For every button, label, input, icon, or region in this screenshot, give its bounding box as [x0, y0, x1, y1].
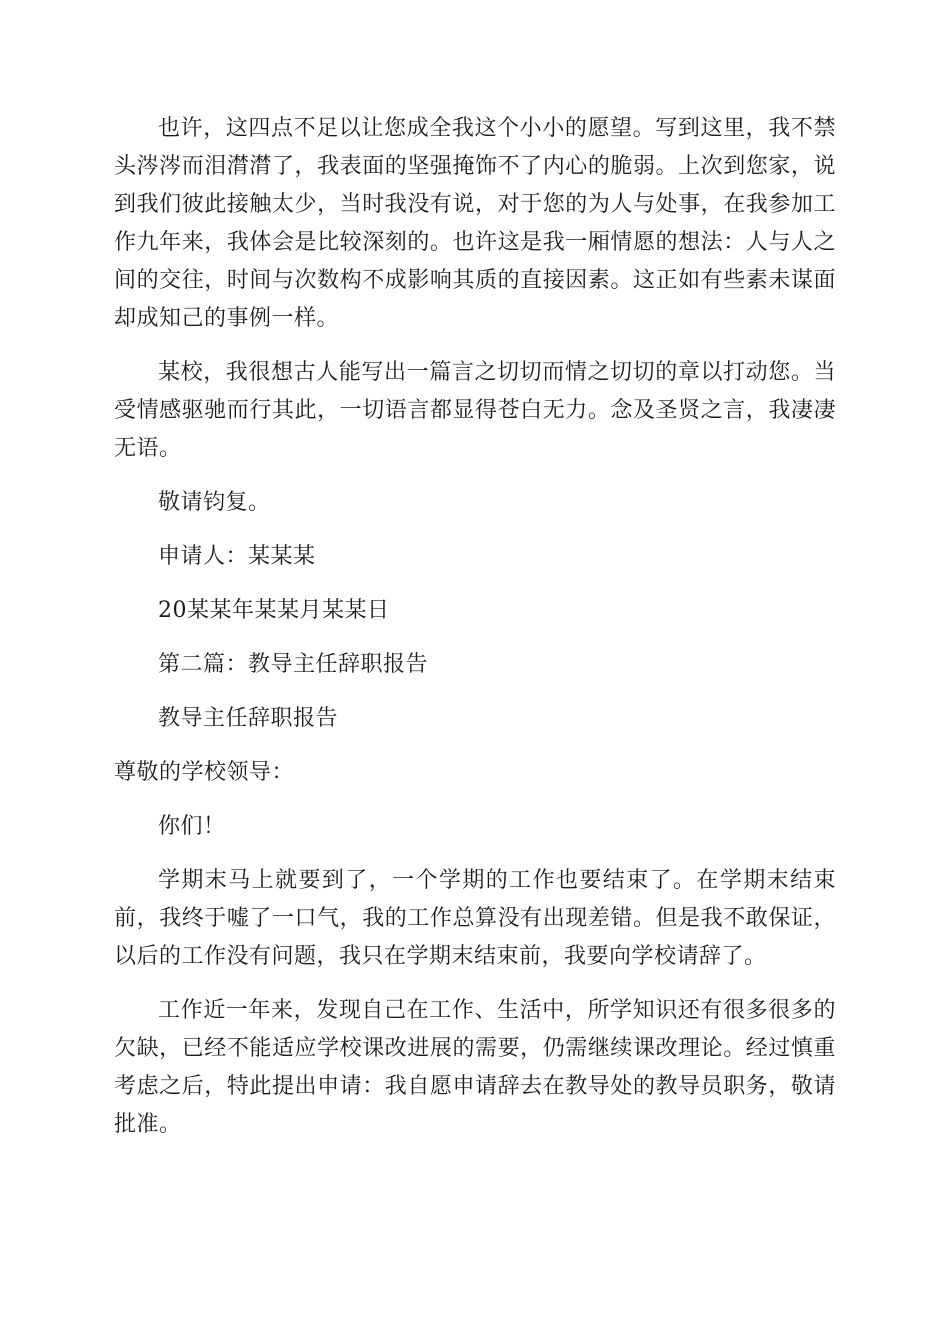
section-heading: 第二篇：教导主任辞职报告 [158, 652, 429, 677]
salutation: 尊敬的学校领导： [114, 760, 295, 785]
paragraph-resignation: 工作近一年来，发现自己在工作、生活中，所学知识还有很多很多的欠缺，已经不能适应学校课改进展的需要，仍需继续课改理论。经过慎重考虑之后，特此提出申请：我自愿申请辞去在教导处的教导员职务，敬请批准。 [114, 998, 836, 1137]
paragraph-semester-end: 学期末马上就要到了，一个学期的工作也要结束了。在学期末结束前，我终于嘘了一口气，我的工作总算没有出现差错。但是我不敢保证，以后的工作没有问题，我只在学期末结束前，我要向学校请辞了。 [114, 868, 836, 969]
paragraph-ancient-writing: 某校，我很想古人能写出一篇言之切切而情之切切的章以打动您。当受情感驱驰而行其此，一切语言都显得苍白无力。念及圣贤之言，我凄凄无语。 [114, 360, 836, 461]
closing-request: 敬请钧复。 [158, 490, 271, 515]
date-line: 20某某年某某月某某日 [158, 598, 390, 623]
applicant-line: 申请人：某某某 [158, 544, 316, 569]
paragraph-wish: 也许，这四点不足以让您成全我这个小小的愿望。写到这里，我不禁头涔涔而泪潸潸了，我表面的坚强掩饰不了内心的脆弱。上次到您家，说到我们彼此接触太少，当时我没有说，对于您的为人与处事，在我参加工作九年来，我体会是比较深刻的。也许这是我一厢情愿的想法：人与人之间的交往，时间与次数构不成影响其质的直接因素。这正如有些素未谋面却成知己的事例一样。 [114, 116, 836, 331]
report-title: 教导主任辞职报告 [158, 706, 339, 731]
document-body [114, 110, 836, 1160]
greeting: 你们！ [158, 814, 226, 839]
